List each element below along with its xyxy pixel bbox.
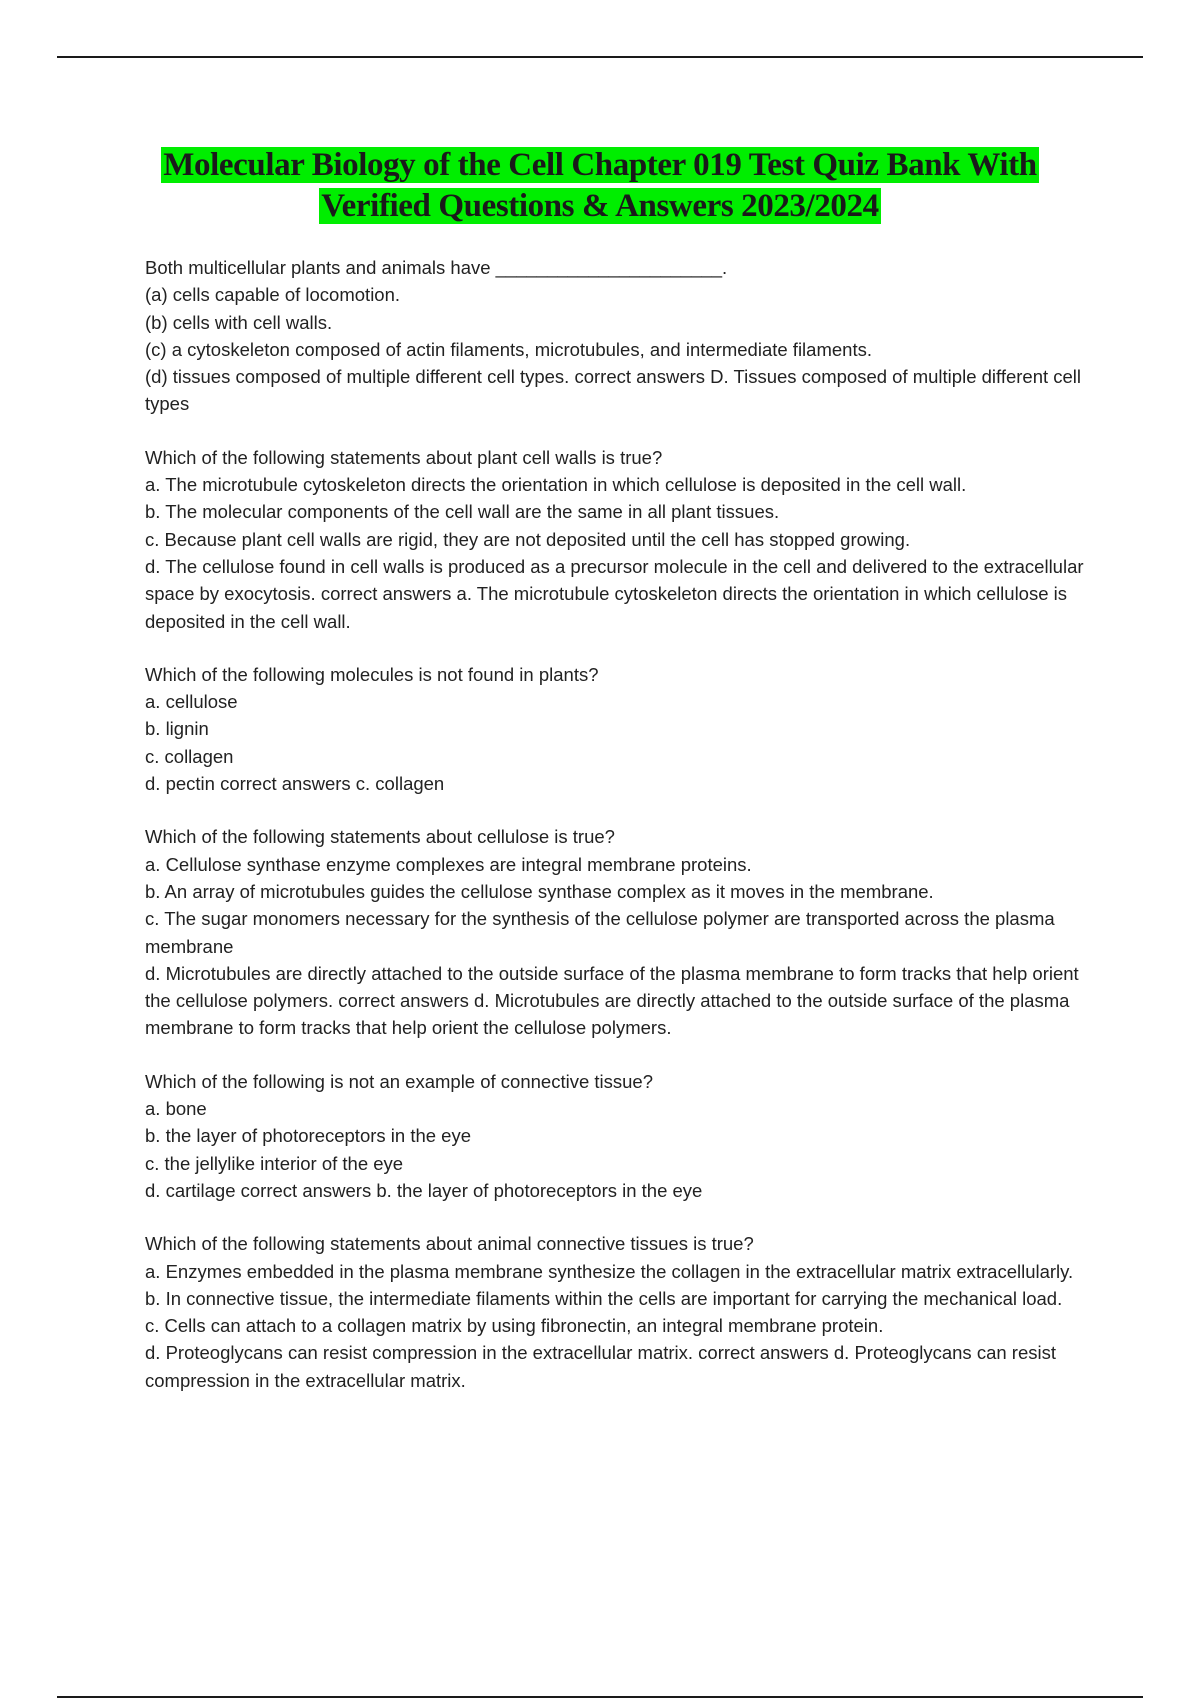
answer-option: (a) cells capable of locomotion. bbox=[145, 284, 401, 306]
answer-option: c. Because plant cell walls are rigid, they are not deposited until the cell has stopped growing. bbox=[145, 528, 911, 550]
answer-option: a. cellulose bbox=[145, 691, 238, 713]
question-block-4 bbox=[145, 823, 1090, 1041]
question-block-2 bbox=[145, 444, 1090, 635]
answer-option: c. collagen bbox=[145, 745, 234, 767]
question-block-5 bbox=[145, 1068, 1090, 1204]
question-block-1 bbox=[145, 254, 1090, 418]
question-text: Which of the following is not an example of connective tissue? bbox=[145, 1070, 654, 1092]
answer-option-with-correct-answer: d. cartilage correct answers b. the layer of photoreceptors in the eye bbox=[145, 1179, 703, 1201]
answer-option: b. the layer of photoreceptors in the eye bbox=[145, 1125, 472, 1147]
title-line-1: Molecular Biology of the Cell Chapter 019 Test Quiz Bank With bbox=[163, 147, 1037, 183]
answer-option: c. The sugar monomers necessary for the synthesis of the cellulose polymer are transported across the plasma membrane bbox=[145, 908, 1055, 957]
question-text: Which of the following statements about cellulose is true? bbox=[145, 826, 615, 848]
answer-option-with-correct-answer: d. pectin correct answers c. collagen bbox=[145, 773, 445, 795]
question-block-6 bbox=[145, 1230, 1090, 1394]
answer-option-with-correct-answer: (d) tissues composed of multiple different cell types. correct answers D. Tissues composed of multiple different cell types bbox=[145, 366, 1082, 415]
answer-option: a. Enzymes embedded in the plasma membrane synthesize the collagen in the extracellular matrix extracellularly. bbox=[145, 1260, 1074, 1282]
answer-option-with-correct-answer: d. Proteoglycans can resist compression in the extracellular matrix. correct answers d. Proteoglycans can resist compression in the extracellular matrix. bbox=[145, 1342, 1056, 1391]
document-title bbox=[100, 145, 1100, 227]
question-text: Which of the following statements about animal connective tissues is true? bbox=[145, 1233, 754, 1255]
bottom-divider bbox=[57, 1696, 1143, 1698]
title-line-2: Verified Questions & Answers 2023/2024 bbox=[321, 188, 879, 224]
answer-option: a. The microtubule cytoskeleton directs the orientation in which cellulose is deposited in the cell wall. bbox=[145, 474, 967, 496]
quiz-content bbox=[145, 254, 1090, 1420]
answer-option: (b) cells with cell walls. bbox=[145, 311, 333, 333]
answer-option: b. An array of microtubules guides the cellulose synthase complex as it moves in the membrane. bbox=[145, 880, 934, 902]
question-text: Both multicellular plants and animals have ______________________. bbox=[145, 257, 728, 278]
answer-option: b. lignin bbox=[145, 718, 209, 740]
top-divider bbox=[57, 56, 1143, 58]
question-text: Which of the following statements about plant cell walls is true? bbox=[145, 446, 663, 468]
question-text: Which of the following molecules is not found in plants? bbox=[145, 663, 599, 685]
answer-option-with-correct-answer: d. The cellulose found in cell walls is produced as a precursor molecule in the cell and delivered to the extracellular space by exocytosis. correct answers a. The microtubule cytoskeleton directs the orientation in which cellulose is deposited in the cell wall. bbox=[145, 555, 1084, 632]
answer-option: (c) a cytoskeleton composed of actin filaments, microtubules, and intermediate filaments. bbox=[145, 338, 872, 360]
answer-option: a. Cellulose synthase enzyme complexes are integral membrane proteins. bbox=[145, 853, 752, 875]
answer-option: c. the jellylike interior of the eye bbox=[145, 1152, 404, 1174]
answer-option: a. bone bbox=[145, 1098, 207, 1120]
answer-option: b. In connective tissue, the intermediate filaments within the cells are important for carrying the mechanical load. bbox=[145, 1287, 1063, 1309]
question-block-3 bbox=[145, 661, 1090, 797]
answer-option: c. Cells can attach to a collagen matrix by using fibronectin, an integral membrane protein. bbox=[145, 1315, 884, 1337]
answer-option-with-correct-answer: d. Microtubules are directly attached to the outside surface of the plasma membrane to form tracks that help orient the cellulose polymers. correct answers d. Microtubules are directly attached to the outside surface of the plasma membrane to form tracks that help orient the cellulose polymers. bbox=[145, 962, 1079, 1039]
answer-option: b. The molecular components of the cell wall are the same in all plant tissues. bbox=[145, 501, 780, 523]
